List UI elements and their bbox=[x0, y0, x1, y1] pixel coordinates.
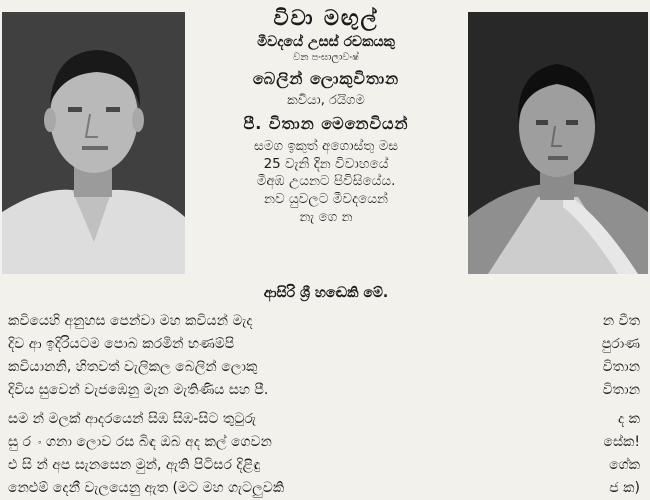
body-line: නැ ගෙ න bbox=[299, 208, 353, 225]
poem-line bbox=[8, 356, 646, 379]
poem-line-text: සම න් මලක් ආදරයෙන් සිඹ සිඹ-සිට තුටුරු bbox=[8, 411, 257, 427]
poem-line-text: දිවිය සුවෙන් වැජඹෙනු මැන මැතිණිය සහ පී. bbox=[8, 382, 269, 398]
announcement-header bbox=[190, 6, 462, 227]
poem-line-text: කවියෙහි අනුහස පෙන්වා මහ කවියන් මැද bbox=[8, 313, 253, 329]
poem-line-end: පුරාණ bbox=[601, 336, 640, 352]
poem-line-end: ගේක bbox=[609, 457, 640, 473]
body-line: 25 වැනි දින විවාහයේ bbox=[263, 155, 389, 172]
subtitle-small-line: වන පංඝාලාවංෂ් bbox=[293, 52, 359, 64]
subtitle-line: මීවදයේ උසස් රචකයකු bbox=[257, 34, 395, 51]
groom-photo bbox=[2, 12, 185, 274]
poem bbox=[8, 310, 646, 500]
poem-line-end: න වීත bbox=[602, 313, 640, 329]
groom-name: බෙලින් ලොකුවිතාන bbox=[252, 68, 400, 88]
poem-line-text: කවියානනි, හිතවත් වැලිකල බෙලින් ලොකු bbox=[8, 359, 258, 375]
poem-line-end: විතාන bbox=[602, 359, 640, 375]
poem-line-text: සු ර ං ගනා ලොව රස බිඳ ඔබ අද කල් ගෙවන bbox=[8, 434, 272, 450]
poem-line-end: ජ ක) bbox=[609, 480, 640, 496]
poem-line-end: ද ක bbox=[617, 411, 640, 427]
poem-line-end: සේක! bbox=[603, 434, 640, 450]
poem-line bbox=[8, 333, 646, 356]
announcement-title: විවා මඟුල් bbox=[273, 6, 379, 30]
bride-name: පී. විතාන මෙනෙවියන් bbox=[243, 114, 409, 134]
poem-line bbox=[8, 477, 646, 500]
poem-line bbox=[8, 408, 646, 431]
groom-place: කවියා, රයිගම bbox=[287, 93, 365, 109]
bride-photo bbox=[468, 12, 648, 274]
body-line: නව යුවලට මීවදයෙන් bbox=[264, 191, 388, 207]
poem-line-text: නෙළුම් දෙනී වැලයෙනු ඇත (මට මහ ගැටලුවකි bbox=[8, 480, 285, 496]
body-line: මීඅඹ උයනට පිවිසියේය. bbox=[256, 173, 396, 190]
poem-line-text: එ සි න් අප සැනසෙන මුන්, ඇති පිටිසර දිළිඳු bbox=[8, 457, 261, 473]
poem-line bbox=[8, 379, 646, 402]
blessing-line: ආසිරි ශ්‍රී හඬෙකි මේ. bbox=[263, 285, 389, 301]
poem-line bbox=[8, 454, 646, 477]
poem-line bbox=[8, 310, 646, 333]
poem-line-text: දිව ආ ඉදිරියටම පොබ කරමින් භණම්පි bbox=[8, 336, 235, 352]
poem-line bbox=[8, 431, 646, 454]
body-line: සමග ඉකුත් අගොස්තු මස bbox=[254, 138, 398, 155]
poem-line-end: විතාන bbox=[602, 382, 640, 398]
